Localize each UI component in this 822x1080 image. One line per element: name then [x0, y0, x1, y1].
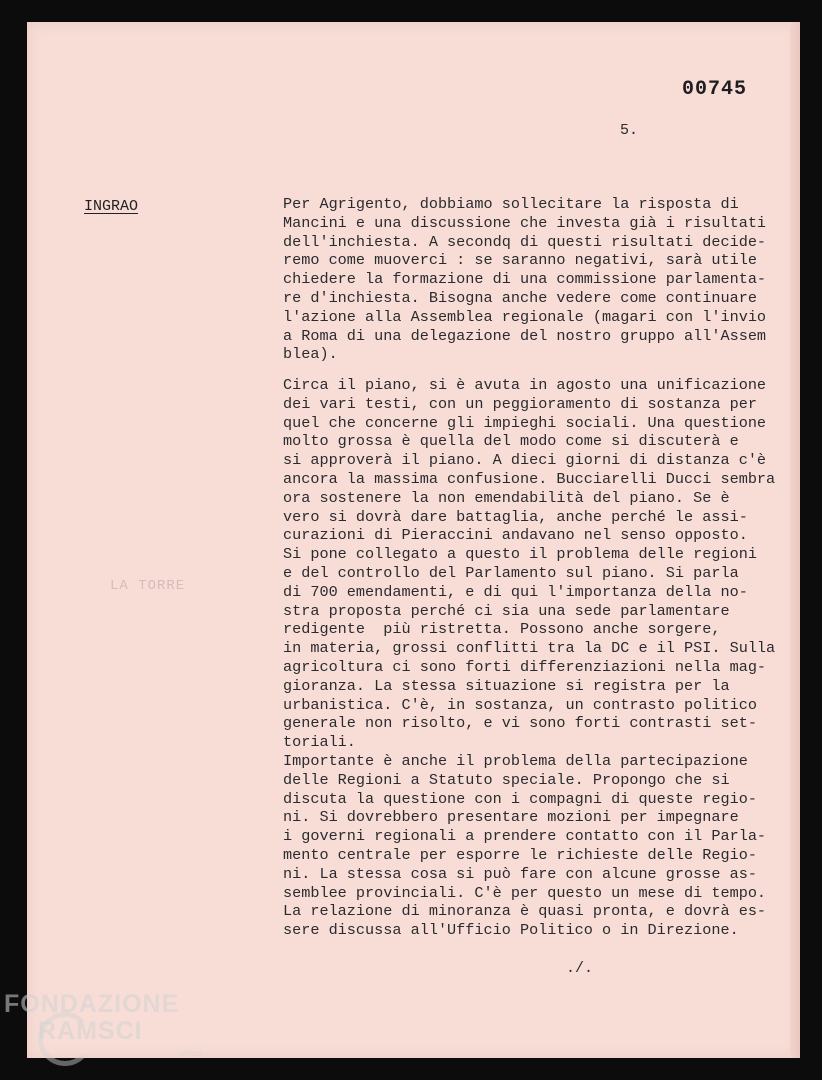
text-line: La relazione di minoranza è quasi pronta, e dovrà es- — [283, 902, 767, 921]
text-line: gioranza. La stessa situazione si registra per la — [283, 676, 730, 695]
text-line: l'azione alla Assemblea regionale (magari con l'invio — [283, 307, 767, 326]
text-line: curazioni di Pieraccini andavano nel senso opposto. — [283, 526, 748, 545]
text-line: agricoltura ci sono forti differenziazioni nella mag- — [283, 657, 767, 676]
text-line: in materia, grossi conflitti tra la DC e il PSI. Sulla — [283, 639, 776, 658]
text-line: i governi regionali a prendere contatto con il Parla- — [283, 827, 767, 846]
text-line: remo come muoverci : se saranno negativi, sarà utile — [283, 251, 757, 270]
text-line: e del controllo del Parlamento sul piano. Si parla — [283, 563, 739, 582]
watermark-line-1: FONDAZIONE — [4, 990, 180, 1018]
watermark-small-text: onlus — [180, 1048, 202, 1058]
text-line: generale non risolto, e vi sono forti contrasti set- — [283, 714, 757, 733]
text-line: ancora la massima confusione. Bucciarelli Ducci sembra — [283, 469, 776, 488]
text-line: re d'inchiesta. Bisogna anche vedere come continuare — [283, 288, 757, 307]
watermark-g-logo — [38, 1012, 92, 1066]
text-line: Importante è anche il problema della partecipazione — [283, 752, 748, 770]
text-line: toriali. — [283, 733, 356, 752]
text-line: di 700 emendamenti, e di qui l'importanza della no- — [283, 582, 748, 601]
text-line: discuta la questione con i compagni di queste regio- — [283, 789, 757, 808]
text-line: dei vari testi, con un peggioramento di sostanza per — [283, 394, 757, 413]
margin-note: LA TORRE — [110, 578, 186, 594]
archive-watermark — [4, 990, 202, 1058]
text-line: si approverà il piano. A dieci giorni di distanza c'è — [283, 451, 767, 470]
text-line: Si pone collegato a questo il problema delle regioni — [283, 545, 757, 564]
paragraph-piano — [283, 376, 803, 752]
text-line: dell'inchiesta. A secondq di questi risultati decide- — [283, 232, 767, 251]
text-line: stra proposta perché ci sia una sede parlamentare — [283, 601, 730, 620]
text-line: redigente più ristretta. Possono anche sorgere, — [283, 620, 721, 639]
text-line: urbanistica. C'è, in sostanza, un contrasto politico — [283, 695, 757, 714]
text-line: mento centrale per esporre le richieste delle Regio- — [283, 845, 757, 864]
text-line: molto grossa è quella del modo come si discuterà e — [283, 432, 739, 451]
text-line: Per Agrigento, dobbiamo sollecitare la risposta di — [283, 195, 739, 213]
watermark-line-2: RAMSCI — [38, 1017, 143, 1045]
text-line: semblee provinciali. C'è per questo un mese di tempo. — [283, 883, 767, 902]
speaker-name: INGRAO — [84, 198, 139, 215]
text-line: ora sostenere la non emendabilità del piano. Se è — [283, 488, 730, 507]
text-line: blea). — [283, 345, 338, 364]
text-line: Circa il piano, si è avuta in agosto una unificazione — [283, 376, 767, 394]
document-number: 00745 — [682, 78, 748, 101]
text-line: chiedere la formazione di una commissione parlamenta- — [283, 270, 767, 289]
text-line: vero si dovrà dare battaglia, anche perché le assi- — [283, 507, 748, 526]
text-line: ni. Si dovrebbero presentare mozioni per impegnare — [283, 808, 739, 827]
paragraph-regioni — [283, 752, 803, 940]
text-line: sere discussa all'Ufficio Politico o in Direzione. — [283, 921, 739, 940]
continuation-mark: ./. — [566, 960, 594, 977]
text-line: a Roma di una delegazione del nostro gruppo all'Assem — [283, 326, 767, 345]
page-number: 5. — [620, 122, 639, 139]
text-line: Mancini e una discussione che investa già i risultati — [283, 213, 767, 232]
text-line: delle Regioni a Statuto speciale. Propongo che si — [283, 770, 730, 789]
paragraph-agrigento — [283, 195, 803, 364]
text-line: ni. La stessa cosa si può fare con alcune grosse as- — [283, 864, 757, 883]
text-line: quel che concerne gli impieghi sociali. Una questione — [283, 413, 767, 432]
